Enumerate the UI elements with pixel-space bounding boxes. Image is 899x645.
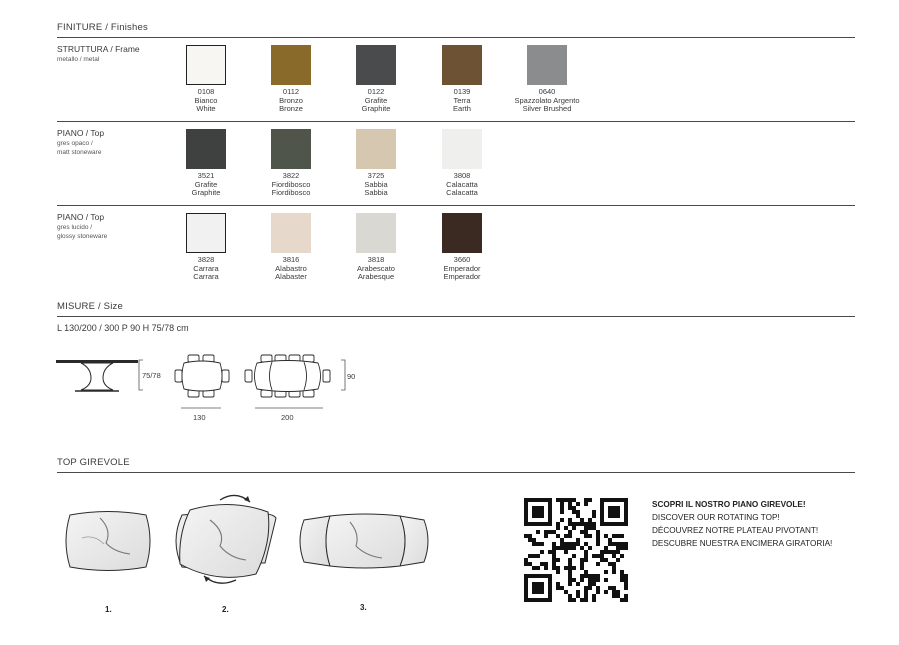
finish-swatch-code: 0108 xyxy=(197,87,215,96)
finish-swatch[interactable] xyxy=(356,129,396,169)
finish-swatch[interactable] xyxy=(186,45,226,85)
promo-line-en: DISCOVER OUR ROTATING TOP! xyxy=(652,513,780,522)
finish-swatch-it: Emperador xyxy=(443,263,481,273)
finish-swatch[interactable] xyxy=(271,45,311,85)
finish-swatch[interactable] xyxy=(442,213,482,253)
finish-swatch-code: 0139 xyxy=(453,87,471,96)
finish-swatch-label xyxy=(246,172,336,198)
finish-swatch[interactable] xyxy=(271,129,311,169)
finish-swatch-label xyxy=(161,256,251,282)
finish-swatch-it: Grafite xyxy=(194,179,218,189)
finish-swatch-en: Earth xyxy=(453,104,471,113)
finish-swatch-code: 0122 xyxy=(367,87,385,96)
finish-swatch-label xyxy=(161,88,251,114)
finish-swatch[interactable] xyxy=(271,213,311,253)
finish-swatch-it: Bianco xyxy=(194,95,218,105)
finish-swatch-en: Fiordibosco xyxy=(271,188,311,197)
size-heading: MISURE / Size xyxy=(57,301,123,312)
finish-row-title: PIANO / Top xyxy=(57,128,105,138)
step-2-table xyxy=(176,495,276,583)
depth-bracket xyxy=(340,359,346,391)
step-3-table xyxy=(300,514,428,568)
finish-swatch-code: 3816 xyxy=(282,255,300,264)
finish-swatch-it: Fiordibosco xyxy=(271,179,311,189)
promo-line-fr: DÉCOUVREZ NOTRE PLATEAU PIVOTANT! xyxy=(652,526,819,535)
table-top-view-closed xyxy=(174,354,230,398)
finish-swatch-label xyxy=(246,256,336,282)
finish-row-rule xyxy=(57,121,855,122)
finish-swatch-label xyxy=(246,88,336,114)
finish-swatch-en: Arabesque xyxy=(357,272,395,281)
finish-swatch-it: Spazzolato Argento xyxy=(514,95,580,105)
finish-swatch-label xyxy=(417,172,507,198)
finish-swatch-label xyxy=(502,88,592,114)
finish-row-subtitle: metallo / metal xyxy=(57,56,100,63)
finish-swatch-label xyxy=(417,88,507,114)
finish-swatch-it: Sabbia xyxy=(364,179,388,189)
finish-swatch-en: Graphite xyxy=(191,188,221,197)
finish-swatch-code: 3660 xyxy=(453,255,471,264)
finish-row-subtitle: matt stoneware xyxy=(57,149,102,156)
finish-swatch-en: Bronze xyxy=(279,104,303,113)
closed-length-line xyxy=(180,406,222,410)
finish-swatch-it: Carrara xyxy=(193,263,219,273)
finish-swatch-label xyxy=(331,88,421,114)
rotating-heading: TOP GIREVOLE xyxy=(57,457,130,468)
rotating-rule xyxy=(57,472,855,473)
finish-swatch[interactable] xyxy=(527,45,567,85)
finish-swatch-en: Carrara xyxy=(193,272,219,281)
promo-text xyxy=(652,498,832,550)
step-1-label: 1. xyxy=(105,605,112,614)
height-label: 75/78 xyxy=(142,371,161,380)
step-3-label: 3. xyxy=(360,603,367,612)
size-dimensions: L 130/200 / 300 P 90 H 75/78 cm xyxy=(57,323,189,333)
finish-swatch-code: 3822 xyxy=(282,171,300,180)
finish-row-title: PIANO / Top xyxy=(57,212,105,222)
finish-swatch[interactable] xyxy=(356,213,396,253)
finish-swatch-label xyxy=(417,256,507,282)
table-top-view-open xyxy=(244,354,336,398)
finishes-heading: FINITURE / Finishes xyxy=(57,22,148,33)
closed-length-label: 130 xyxy=(193,413,206,422)
open-length-label: 200 xyxy=(281,413,294,422)
finish-swatch-it: Grafite xyxy=(364,95,388,105)
finish-swatch-en: Sabbia xyxy=(364,188,388,197)
finish-swatch-code: 3818 xyxy=(367,255,385,264)
finish-swatch-label xyxy=(161,172,251,198)
finish-swatch-label xyxy=(331,256,421,282)
qr-code-icon[interactable] xyxy=(524,498,628,602)
depth-label: 90 xyxy=(347,372,356,381)
finish-swatch-code: 3521 xyxy=(197,171,215,180)
finish-row-title: STRUTTURA / Frame xyxy=(57,44,140,54)
finish-row-subtitle: gres opaco / xyxy=(57,140,93,147)
finish-swatch-code: 0112 xyxy=(282,87,300,96)
promo-line-it: SCOPRI IL NOSTRO PIANO GIREVOLE! xyxy=(652,500,806,509)
finish-swatch-code: 3808 xyxy=(453,171,471,180)
finish-swatch[interactable] xyxy=(186,129,226,169)
finish-swatch-it: Alabastro xyxy=(275,263,307,273)
finish-swatch-label xyxy=(331,172,421,198)
open-length-line xyxy=(254,406,324,410)
table-side-view xyxy=(55,356,140,396)
finish-swatch-en: Emperador xyxy=(443,272,481,281)
step-2-label: 2. xyxy=(222,605,229,614)
finish-swatch-code: 3828 xyxy=(197,255,215,264)
finish-swatch-it: Bronzo xyxy=(279,95,303,105)
finish-swatch-code: 3725 xyxy=(367,171,385,180)
finish-swatch-en: Graphite xyxy=(361,104,391,113)
finish-swatch-code: 0640 xyxy=(538,87,556,96)
finishes-rule xyxy=(57,37,855,38)
finish-swatch[interactable] xyxy=(442,129,482,169)
finish-swatch[interactable] xyxy=(186,213,226,253)
finish-swatch-en: White xyxy=(196,104,216,113)
size-rule xyxy=(57,316,855,317)
finish-swatch-it: Arabescato xyxy=(357,263,395,273)
finish-swatch-en: Calacatta xyxy=(446,188,478,197)
rotating-steps-illustration xyxy=(60,488,440,588)
finish-row-subtitle: glossy stoneware xyxy=(57,233,108,240)
finish-row-rule xyxy=(57,205,855,206)
finish-swatch-en: Alabaster xyxy=(275,272,307,281)
finish-swatch[interactable] xyxy=(442,45,482,85)
step-1-table xyxy=(66,512,150,571)
finish-swatch-en: Silver Brushed xyxy=(522,104,572,113)
finish-swatch[interactable] xyxy=(356,45,396,85)
finish-row-subtitle: gres lucido / xyxy=(57,224,93,231)
promo-line-es: DESCUBRE NUESTRA ENCIMERA GIRATORIA! xyxy=(652,539,833,548)
finish-swatch-it: Terra xyxy=(453,95,471,105)
finish-swatch-it: Calacatta xyxy=(446,179,478,189)
